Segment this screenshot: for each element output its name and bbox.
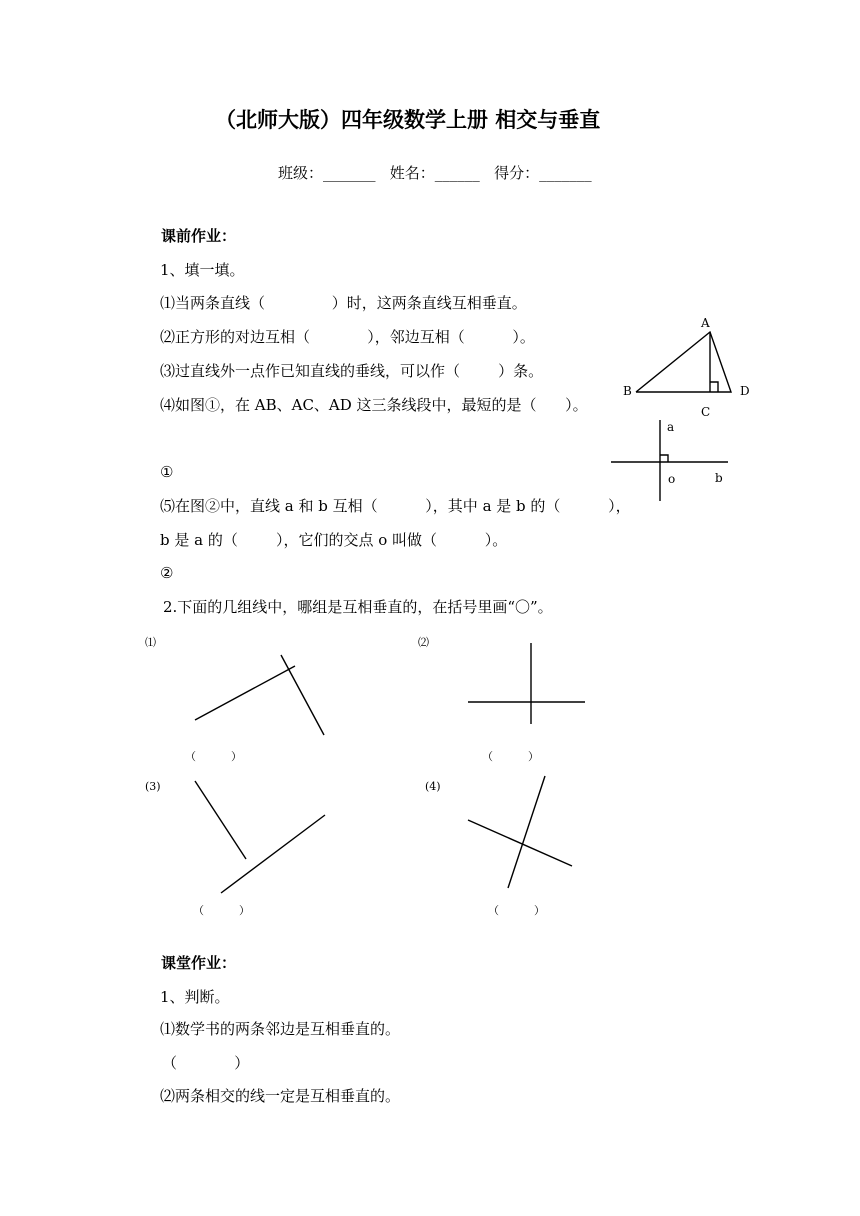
- question-1-item-5-line-1: ⑸在图②中，直线 a 和 b 互相（ ），其中 a 是 b 的（ ），: [160, 497, 631, 515]
- section-heading-in-class: 课堂作业：: [161, 954, 237, 972]
- figure-2-marker: ②: [160, 564, 174, 582]
- point-label-c: C: [701, 405, 711, 419]
- judgment-item-2: ⑵两条相交的线一定是互相垂直的。: [160, 1087, 401, 1105]
- option-2-label: ⑵: [418, 636, 429, 649]
- option-4-label: (4): [425, 780, 441, 793]
- line-label-b: b: [715, 471, 723, 485]
- student-info-line: 班级：_______ 姓名：______ 得分：_______: [278, 164, 592, 182]
- option-3-label: (3): [145, 780, 161, 793]
- option-1-lines: [195, 655, 324, 735]
- question-1-item-2: ⑵正方形的对边互相（ ），邻边互相（ ）。: [160, 328, 535, 346]
- judgment-question-title: 1、判断。: [160, 988, 230, 1006]
- question-1-item-3: ⑶过直线外一点作已知直线的垂线，可以作（ ）条。: [160, 362, 544, 380]
- judgment-item-1-answer-blank[interactable]: （ ）: [162, 1054, 250, 1072]
- option-3-lines: [195, 781, 325, 893]
- option-1-answer-blank[interactable]: （ ）: [185, 750, 242, 763]
- page-title: （北师大版）四年级数学上册 相交与垂直: [215, 107, 601, 132]
- question-1-item-5-line-2: b 是 a 的（ ），它们的交点 o 叫做（ ）。: [160, 531, 508, 549]
- section-heading-pre-class: 课前作业：: [161, 227, 237, 245]
- question-1-item-1: ⑴当两条直线（ ）时，这两条直线互相垂直。: [160, 294, 527, 312]
- option-4-lines: [468, 776, 572, 888]
- intersection-label-o: o: [668, 472, 676, 486]
- point-label-b: B: [623, 384, 632, 398]
- point-label-d: D: [740, 384, 750, 398]
- figure-1-marker: ①: [160, 463, 174, 481]
- question-1-item-4: ⑷如图①，在 AB、AC、AD 这三条线段中，最短的是（ ）。: [160, 396, 588, 414]
- line-label-a: a: [667, 420, 675, 434]
- question-2-title: 2.下面的几组线中，哪组是互相垂直的，在括号里画“〇”。: [163, 598, 553, 616]
- option-1-label: ⑴: [145, 636, 156, 649]
- question-1-title: 1、填一填。: [160, 261, 245, 279]
- judgment-item-1: ⑴数学书的两条邻边是互相垂直的。: [160, 1020, 401, 1038]
- point-label-a: A: [701, 316, 710, 330]
- option-2-answer-blank[interactable]: （ ）: [482, 750, 539, 763]
- option-3-answer-blank[interactable]: （ ）: [193, 904, 250, 917]
- option-4-answer-blank[interactable]: （ ）: [488, 904, 545, 917]
- option-2-lines: [468, 643, 585, 724]
